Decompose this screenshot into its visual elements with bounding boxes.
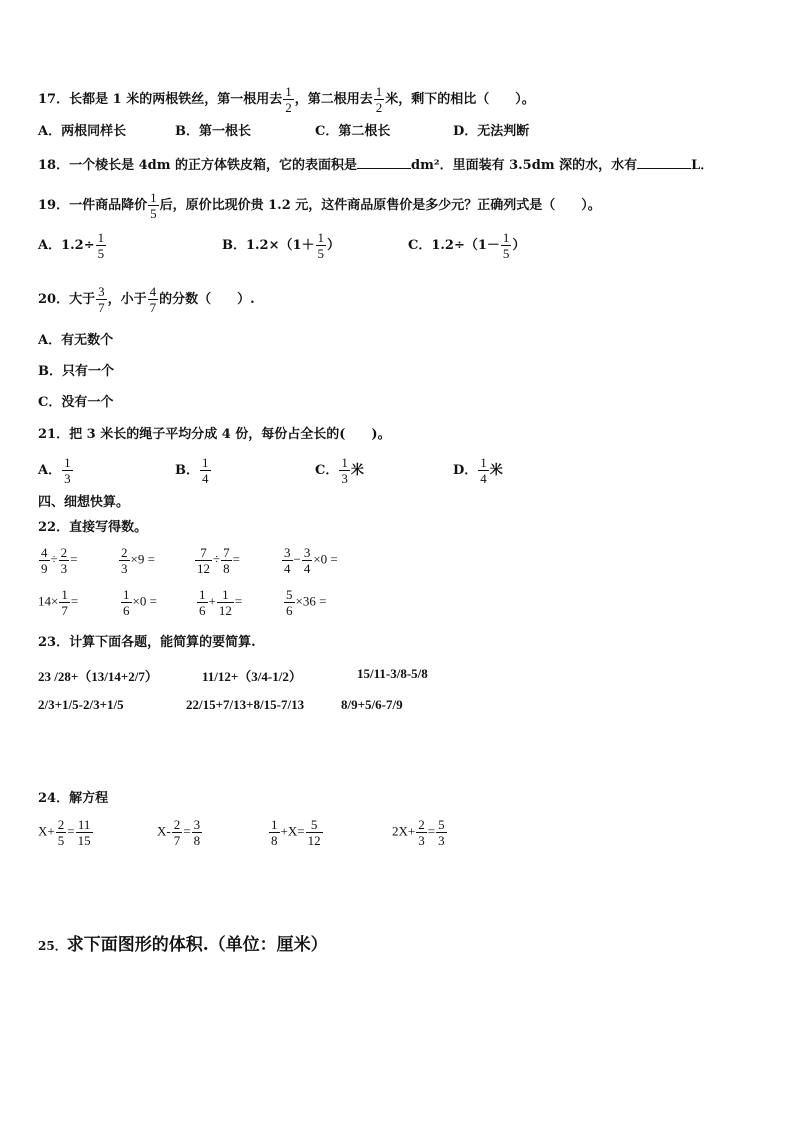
fraction: $\frac{4}{7}$ (149, 284, 157, 315)
q17-option-b[interactable]: B．第一根长 (175, 124, 251, 139)
fraction: $\frac{1}{2}$ (375, 84, 383, 115)
q22-calc-8: $\frac{5}{6}$ ×36 = (286, 587, 327, 618)
q22-calc-1: $\frac{4}{9}$ ÷ $\frac{2}{3}$ = (41, 545, 78, 576)
q23-expr-6: 8/9+5/6-7/9 (341, 697, 403, 712)
q24-equation-3: $\frac{1}{8}$ +X= $\frac{5}{12}$ (271, 817, 321, 848)
section-heading: 四、细想快算。 (38, 495, 130, 510)
q18-stem: 18．一个棱长是 4dm 的正方体铁皮箱，它的表面积是 dm²．里面装有 3.5dm 深的水，水有 L． (38, 158, 714, 173)
q22-calc-6: $\frac{1}{6}$ ×0 = (123, 587, 157, 618)
q21-option-c[interactable]: C． $\frac{1}{3}$ 米 (315, 455, 364, 486)
fraction: $\frac{1}{3}$ (341, 455, 348, 486)
q21-option-a[interactable]: A． $\frac{1}{3}$ (38, 455, 71, 486)
q22-calc-2: $\frac{2}{3}$ ×9 = (121, 545, 155, 576)
answer-blank[interactable] (357, 156, 411, 169)
q17-option-c[interactable]: C．第二根长 (315, 124, 391, 139)
fraction: $\frac{1}{2}$ (285, 84, 292, 115)
fraction: $\frac{1}{5}$ (97, 230, 105, 261)
q21-option-d[interactable]: D． $\frac{1}{4}$ 米 (453, 455, 503, 486)
fraction: $\frac{1}{4}$ (202, 455, 209, 486)
q24-equation-2: X- $\frac{2}{7}$ = $\frac{3}{8}$ (157, 817, 201, 848)
q23-expr-3: 15/11-3/8-5/8 (357, 666, 428, 681)
fraction: $\frac{1}{5}$ (317, 230, 325, 261)
q20-option-b[interactable]: B．只有一个 (38, 364, 114, 379)
q23-expr-1: 23 /28+（13/14+2/7） (38, 669, 158, 684)
q22-calc-5: 14× $\frac{1}{7}$ = (38, 587, 79, 618)
q23-expr-5: 22/15+7/13+8/15-7/13 (186, 697, 305, 712)
q19-option-a[interactable]: A．1.2÷ $\frac{1}{5}$ (38, 230, 105, 261)
fraction: $\frac{1}{5}$ (150, 190, 157, 221)
q19-option-c[interactable]: C．1.2÷（1－ $\frac{1}{5}$ ） (408, 230, 526, 261)
answer-blank[interactable] (637, 156, 691, 169)
q22-title: 22．直接写得数。 (38, 520, 148, 535)
q23-expr-4: 2/3+1/5-2/3+1/5 (38, 697, 124, 712)
q25-title: 25．求下面图形的体积.（单位：厘米） (38, 935, 328, 955)
q21-stem: 21．把 3 米长的绳子平均分成 4 份，每份占全长的( )。 (38, 427, 391, 442)
fraction: $\frac{1}{5}$ (502, 230, 510, 261)
fraction: $\frac{1}{4}$ (480, 455, 487, 486)
q24-equation-1: X+ $\frac{2}{5}$ = $\frac{11}{15}$ (38, 817, 91, 848)
q24-equation-4: 2X+ $\frac{2}{3}$ = $\frac{5}{3}$ (392, 817, 445, 848)
q19-stem: 19．一件商品降价 $\frac{1}{5}$ 后，原价比现价贵 1.2 元，这件商品原售价是多少元？正确列式是（ ）。 (38, 190, 601, 221)
q23-expr-2: 11/12+（3/4-1/2） (202, 669, 302, 684)
q20-stem: 20．大于 $\frac{3}{7}$ ，小于 $\frac{4}{7}$ 的分数（ ）. (38, 284, 255, 315)
q22-calc-4: $\frac{3}{4}$ − $\frac{3}{4}$ ×0 = (284, 545, 338, 576)
fraction: $\frac{1}{3}$ (64, 455, 71, 486)
q23-title: 23．计算下面各题，能简算的要简算. (38, 635, 256, 650)
q17-option-d[interactable]: D．无法判断 (453, 124, 530, 139)
q20-option-c[interactable]: C．没有一个 (38, 395, 114, 410)
q17-option-a[interactable]: A．两根同样长 (38, 124, 127, 139)
fraction: $\frac{3}{7}$ (98, 284, 105, 315)
q21-option-b[interactable]: B． $\frac{1}{4}$ (175, 455, 209, 486)
q22-calc-3: $\frac{7}{12}$ ÷ $\frac{7}{8}$ = (197, 545, 240, 576)
q17-stem: 17．长都是 1 米的两根铁丝，第一根用去 $\frac{1}{2}$ ，第二根用去 $\frac{1}{2}$ 米，剩下的相比（ ）。 (38, 84, 535, 115)
q19-option-b[interactable]: B．1.2×（1＋ $\frac{1}{5}$ ） (222, 230, 341, 261)
q22-calc-7: $\frac{1}{6}$ + $\frac{1}{12}$ = (199, 587, 243, 618)
q20-option-a[interactable]: A．有无数个 (38, 333, 114, 348)
q24-title: 24．解方程 (38, 791, 109, 806)
